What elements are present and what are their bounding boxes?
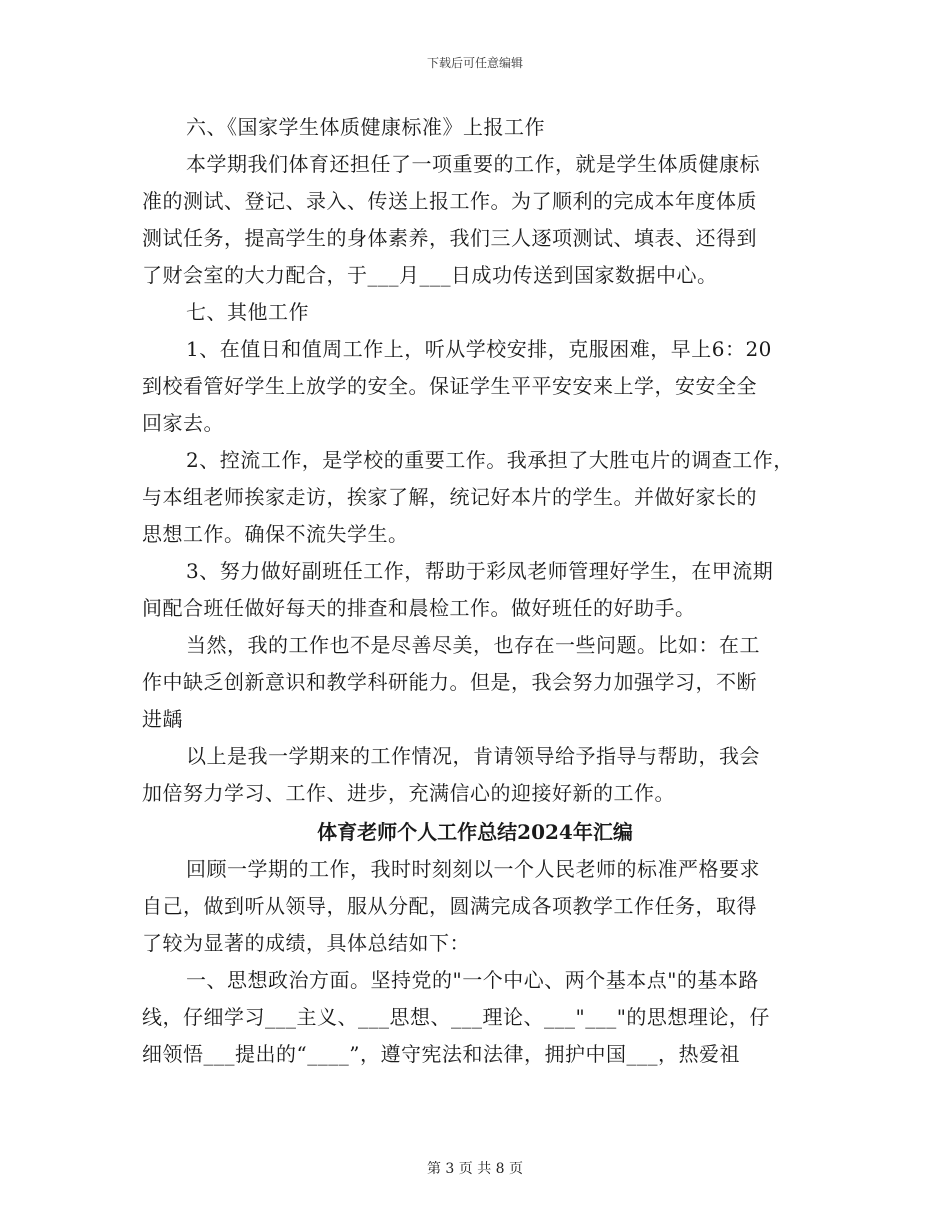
section-heading: 六、《国家学生体质健康标准》上报工作 — [186, 115, 545, 139]
paragraph-line: 加倍努力学习、工作、进步，充满信心的迎接好新的工作。 — [142, 781, 675, 805]
paragraph-line: 与本组老师挨家走访，挨家了解，统记好本片的学生。并做好家长的 — [142, 485, 757, 509]
paragraph-line: 线，仔细学习___主义、___思想、___理论、___"___"的思想理论，仔 — [142, 1005, 770, 1029]
paragraph-line: 作中缺乏创新意识和教学科研能力。但是，我会努力加强学习，不断 — [142, 670, 757, 694]
section-heading: 七、其他工作 — [186, 300, 309, 324]
paragraph-line: 测试任务，提高学生的身体素养，我们三人逐项测试、填表、还得到 — [142, 226, 757, 250]
paragraph-line: 以上是我一学期来的工作情况，肯请领导给予指导与帮助，我会 — [186, 744, 760, 768]
paragraph-line: 思想工作。确保不流失学生。 — [142, 522, 409, 546]
paragraph-line: 进龋 — [142, 707, 183, 731]
paragraph-line: 回家去。 — [142, 411, 224, 435]
document-title: 体育老师个人工作总结2024年汇编 — [317, 820, 633, 844]
paragraph-line: 自己，做到听从领导，服从分配，圆满完成各项教学工作任务，取得 — [142, 894, 757, 918]
paragraph-line: 一、思想政治方面。坚持党的"一个中心、两个基本点"的基本路 — [186, 968, 759, 992]
paragraph-line: 到校看管好学生上放学的安全。保证学生平平安安来上学，安安全全 — [142, 374, 757, 398]
paragraph-line: 了财会室的大力配合，于___月___日成功传送到国家数据中心。 — [142, 263, 718, 287]
paragraph-line: 细领悟___提出的“____”，遵守宪法和法律，拥护中国___，热爱祖 — [142, 1042, 740, 1066]
paragraph-line: 回顾一学期的工作，我时时刻刻以一个人民老师的标准严格要求 — [186, 857, 760, 881]
paragraph-line: 1、在值日和值周工作上，听从学校安排，克服困难，早上6：20 — [186, 337, 772, 361]
page-header: 下载后可任意编辑 — [426, 56, 523, 70]
paragraph-line: 准的测试、登记、录入、传送上报工作。为了顺利的完成本年度体质 — [142, 189, 757, 213]
paragraph-line: 3、努力做好副班任工作，帮助于彩凤老师管理好学生，在甲流期 — [186, 559, 774, 583]
page-number: 第 3 页 共 8 页 — [426, 1161, 524, 1177]
paragraph-line: 当然，我的工作也不是尽善尽美，也存在一些问题。比如：在工 — [186, 633, 760, 657]
paragraph-line: 了较为显著的成绩，具体总结如下： — [142, 931, 470, 955]
paragraph-line: 本学期我们体育还担任了一项重要的工作，就是学生体质健康标 — [186, 152, 760, 176]
paragraph-line: 间配合班任做好每天的排查和晨检工作。做好班任的好助手。 — [142, 596, 696, 620]
paragraph-line: 2、控流工作，是学校的重要工作。我承担了大胜屯片的调查工作， — [186, 448, 794, 472]
